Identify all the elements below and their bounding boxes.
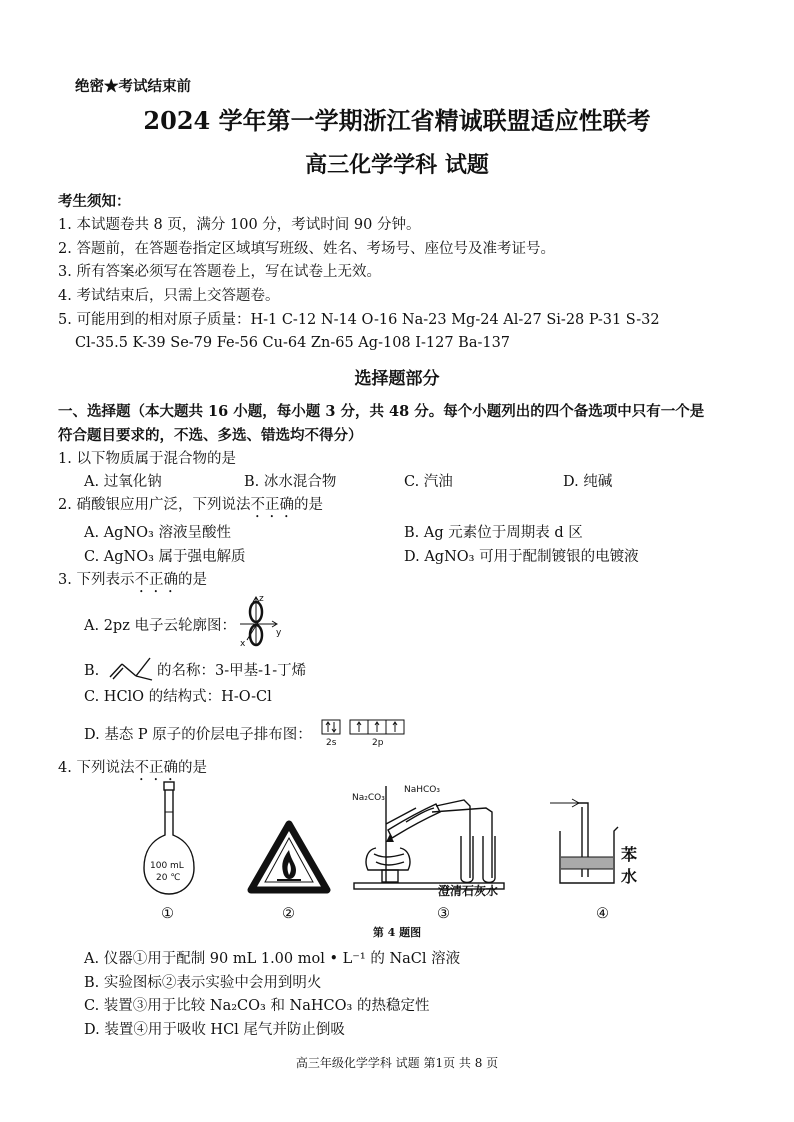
notice-item-3: 3. 所有答案必须写在答题卷上，写在试卷上无效。 xyxy=(58,264,381,280)
q3-option-c: C. HClO 的结构式：H-O-Cl xyxy=(84,689,272,705)
q3-option-b-name: 的名称：3-甲基-1-丁烯 xyxy=(157,663,307,679)
section-intro-1: 一、选择题（本大题共 16 小题，每小题 3 分，共 48 分。每个小题列出的四个备选项中只有一个是 xyxy=(58,403,705,420)
q4-stem: 4. 下列说法不正确的是 xyxy=(58,760,207,776)
orbital-diagram-p-valence xyxy=(320,718,420,748)
figure-number-4: ④ xyxy=(596,906,609,922)
benzene-label: 苯 xyxy=(621,845,638,864)
flask-temp-label: 20 ℃ xyxy=(156,873,181,883)
notice-item-2: 2. 答题前，在答题卷指定区域填写班级、姓名、考场号、座位号及准考证号。 xyxy=(58,241,555,257)
na2co3-label: Na₂CO₃ xyxy=(352,793,385,803)
notice-item-4: 4. 考试结束后，只需上交答题卷。 xyxy=(58,288,280,304)
section-title: 选择题部分 xyxy=(354,369,440,389)
q3-stem: 3. 下列表示不正确的是 xyxy=(58,572,207,588)
figure-number-2: ② xyxy=(282,906,295,922)
water-label: 水 xyxy=(621,867,638,886)
q1-option-b: B. 冰水混合物 xyxy=(244,474,337,490)
q4-option-b: B. 实验图标②表示实验中会用到明火 xyxy=(84,975,322,991)
orbital-2p-label: 2p xyxy=(372,738,384,748)
q1-stem: 1. 以下物质属于混合物的是 xyxy=(58,451,236,467)
q1-option-c: C. 汽油 xyxy=(404,474,453,490)
orbital-2s-label: 2s xyxy=(326,738,337,748)
q1-option-d: D. 纯碱 xyxy=(563,474,613,490)
q4-option-c: C. 装置③用于比较 Na₂CO₃ 和 NaHCO₃ 的热稳定性 xyxy=(84,998,430,1014)
q4-option-d: D. 装置④用于吸收 HCl 尾气并防止倒吸 xyxy=(84,1022,345,1038)
q2-option-c: C. AgNO₃ 属于强电解质 xyxy=(84,549,246,565)
q1-option-a: A. 过氧化钠 xyxy=(84,474,162,490)
axis-y-label: y xyxy=(276,628,282,638)
volumetric-flask-figure xyxy=(140,780,200,900)
axis-z-label: z xyxy=(259,594,264,604)
axis-x-label: x xyxy=(240,639,246,649)
notice-item-1: 1. 本试题卷共 8 页，满分 100 分，考试时间 90 分钟。 xyxy=(58,217,421,233)
page-footer: 高三年级化学学科 试题 第1页 共 8 页 xyxy=(295,1056,499,1070)
q2-option-a: A. AgNO₃ 溶液呈酸性 xyxy=(84,525,231,541)
orbital-2pz-diagram xyxy=(232,594,282,654)
q3-option-d: D. 基态 P 原子的价层电子排布图： xyxy=(84,727,312,743)
flask-volume-label: 100 mL xyxy=(150,861,184,871)
notice-heading: 考生须知： xyxy=(58,193,131,210)
skeletal-formula-3-methyl-1-butene xyxy=(108,656,158,682)
q4-option-a: A. 仪器①用于配制 90 mL 1.00 mol • L⁻¹ 的 NaCl 溶液 xyxy=(84,951,461,967)
q2-stem: 2. 硝酸银应用广泛，下列说法不正确的是 xyxy=(58,497,323,513)
thermal-stability-apparatus xyxy=(346,778,521,898)
secret-label: 绝密★考试结束前 xyxy=(75,78,191,95)
q2-option-b: B. Ag 元素位于周期表 d 区 xyxy=(404,525,583,541)
figure-caption: 第 4 题图 xyxy=(372,926,422,939)
exam-subtitle: 高三化学学科 试题 xyxy=(305,152,489,178)
q3-option-b-prefix: B. xyxy=(84,663,100,679)
limewater-label: 澄清石灰水 xyxy=(438,884,499,898)
q3-option-a: A. 2pz 电子云轮廓图： xyxy=(84,618,236,634)
q2-option-d: D. AgNO₃ 可用于配制镀银的电镀液 xyxy=(404,549,639,565)
notice-item-5-cont: Cl-35.5 K-39 Se-79 Fe-56 Cu-64 Zn-65 Ag-108 I-127 Ba-137 xyxy=(75,335,511,351)
nahco3-label: NaHCO₃ xyxy=(404,785,440,795)
open-flame-warning-icon xyxy=(247,820,331,896)
notice-item-5: 5. 可能用到的相对原子质量：H-1 C-12 N-14 O-16 Na-23 Mg-24 Al-27 Si-28 P-31 S-32 xyxy=(58,312,660,328)
figure-number-3: ③ xyxy=(437,906,450,922)
figure-number-1: ① xyxy=(161,906,174,922)
section-intro-2: 符合题目要求的，不选、多选、错选均不得分） xyxy=(58,427,363,444)
exam-title: 2024 学年第一学期浙江省精诚联盟适应性联考 xyxy=(143,106,651,135)
